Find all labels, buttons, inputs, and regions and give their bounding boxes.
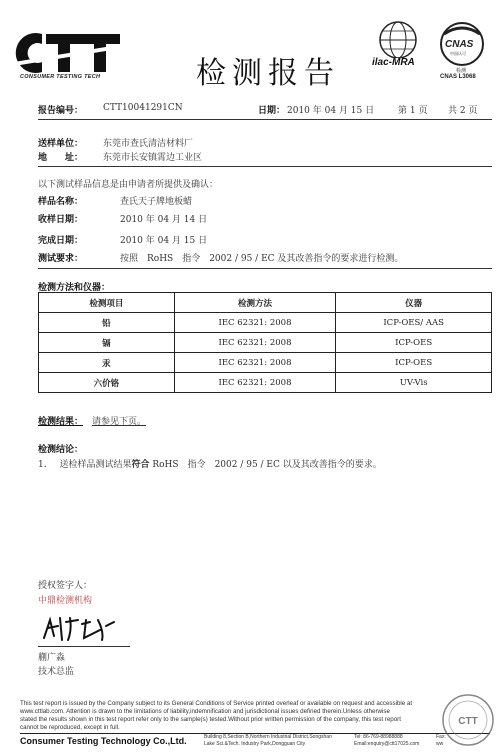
conclusion-line (38, 457, 382, 470)
organization-name: 中鼎检测机构 (38, 596, 93, 606)
client-unit-label: 送样单位： (38, 139, 84, 149)
logo-subtitle: CONSUMER TESTING TECH (20, 74, 101, 80)
svg-text:CTT: CTT (458, 716, 478, 727)
test-requirement: 按照 RoHS 指令 2002 / 95 / EC 及其改善指令的要求进行检测。 (120, 254, 404, 264)
footer-company: Consumer Testing Technology Co.,Ltd. (20, 736, 187, 746)
table-row (39, 333, 492, 353)
test-method: IEC 62321: 2008 (174, 353, 336, 373)
ctt-logo-mark (14, 28, 124, 78)
client-addr-label: 地 址： (38, 153, 84, 163)
test-item: 铅 (39, 313, 175, 333)
test-instrument: ICP-OES/ AAS (336, 313, 492, 333)
conclusion-pre: 送检样品测试结果 (59, 460, 132, 470)
test-instrument: ICP-OES (336, 353, 492, 373)
test-instrument: ICP-OES (336, 333, 492, 353)
page-number: 第 1 页 (398, 106, 428, 116)
date-label: 日期： (258, 106, 286, 116)
completed-date: 2010 年 04 月 15 日 (120, 236, 208, 246)
sample-name: 查氏天子牌地板蜡 (120, 197, 193, 207)
signatory-name: 蒯广淼 (38, 653, 66, 663)
results-label: 检测结果： (38, 417, 84, 427)
report-no: CTT10041291CN (103, 103, 183, 113)
test-method: IEC 62321: 2008 (174, 313, 336, 333)
footer-address-line: Lake Sci.&Tech. Industry Park,Dongguan City (204, 741, 306, 747)
cnas-number: CNAS L3068 (440, 74, 476, 80)
completed-date-label: 完成日期： (38, 236, 84, 246)
disclaimer-line: This test report is issued by the Company subject to its General Conditions of Service printed overleaf or available on request and accessible at (20, 700, 413, 707)
ilac-mra-logo (368, 20, 428, 80)
disclaimer-line: stated the results shown in this test report refer only to the sample(s) tested.Without prior written permission of the company, this test report (20, 716, 401, 723)
report-date: 2010 年 04 月 15 日 (287, 106, 375, 116)
cnas-sub-label: 中国认可 (450, 51, 466, 56)
conclusion-number: 1. (38, 460, 47, 470)
page-total: 共 2 页 (448, 106, 478, 116)
test-instrument: UV-Vis (336, 373, 492, 393)
column-header: 检测方法 (174, 293, 336, 313)
signatory-title: 技术总监 (38, 667, 75, 677)
cnas-sub-label-2: 检测 (456, 68, 467, 74)
page-title: 检测报告 (196, 56, 340, 91)
signature-line (38, 646, 130, 647)
cnas-logo (432, 20, 494, 82)
results-text: 请参见下页。 (92, 417, 147, 427)
ilac-label: ilac-MRA (372, 57, 415, 68)
handwritten-signature (40, 612, 120, 646)
conclusion-bold: 符合 (131, 460, 150, 470)
sample-name-label: 样品名称： (38, 197, 84, 207)
sample-intro: 以下测试样品信息是由申请者所提供及确认： (38, 180, 219, 190)
table-row (39, 353, 492, 373)
signature-image (40, 612, 120, 646)
report-no-label: 报告编号： (38, 106, 84, 116)
sample-divider (38, 268, 492, 269)
disclaimer-line: www.cttlab.com. Attention is drawn to the limitations of liability,indemnification and jurisdictional issues defined therein.Unless otherwise (20, 708, 390, 715)
test-method: IEC 62321: 2008 (174, 373, 336, 393)
table-header-row (39, 293, 492, 313)
received-date: 2010 年 04 月 14 日 (120, 215, 208, 225)
footer-web: ww (436, 741, 444, 747)
meta-divider (38, 119, 492, 120)
footer-email: Email:enquiry@ctt17025.com (354, 741, 420, 747)
table-row (39, 313, 492, 333)
footer-address (204, 734, 332, 748)
company-stamp (440, 692, 496, 748)
column-header: 仪器 (336, 293, 492, 313)
table-row (39, 373, 492, 393)
cnas-label: CNAS (445, 39, 474, 50)
methods-heading: 检测方法和仪器： (38, 283, 111, 293)
client-divider (38, 166, 492, 167)
conclusion-heading: 检测结论： (38, 445, 84, 455)
test-item: 六价铬 (39, 373, 175, 393)
client-unit: 东莞市查氏清洁材料厂 (103, 139, 194, 149)
authorized-signatory: 授权签字人： (38, 581, 93, 591)
footer-tel: Tel: 86-769-88988888 (354, 734, 403, 740)
methods-table (38, 292, 492, 393)
test-item: 汞 (39, 353, 175, 373)
received-date-label: 收样日期： (38, 215, 84, 225)
stamp-icon (440, 692, 496, 748)
footer-fax: Fax: (436, 734, 446, 740)
disclaimer-line: cannot be reproduced, except in full. (20, 724, 120, 731)
footer-disclaimer (20, 700, 490, 732)
footer-address-line: Building 8,Section B,Northern Industrial District,Songshan (204, 734, 332, 740)
conclusion-post: RoHS 指令 2002 / 95 / EC 以及其改善指令的要求。 (149, 460, 382, 470)
test-item: 镉 (39, 333, 175, 353)
ctt-logo (14, 28, 124, 88)
test-requirement-label: 测试要求： (38, 254, 84, 264)
footer-contact (354, 734, 419, 748)
client-addr: 东莞市长安镇霄边工业区 (103, 153, 203, 163)
test-method: IEC 62321: 2008 (174, 333, 336, 353)
column-header: 检测项目 (39, 293, 175, 313)
